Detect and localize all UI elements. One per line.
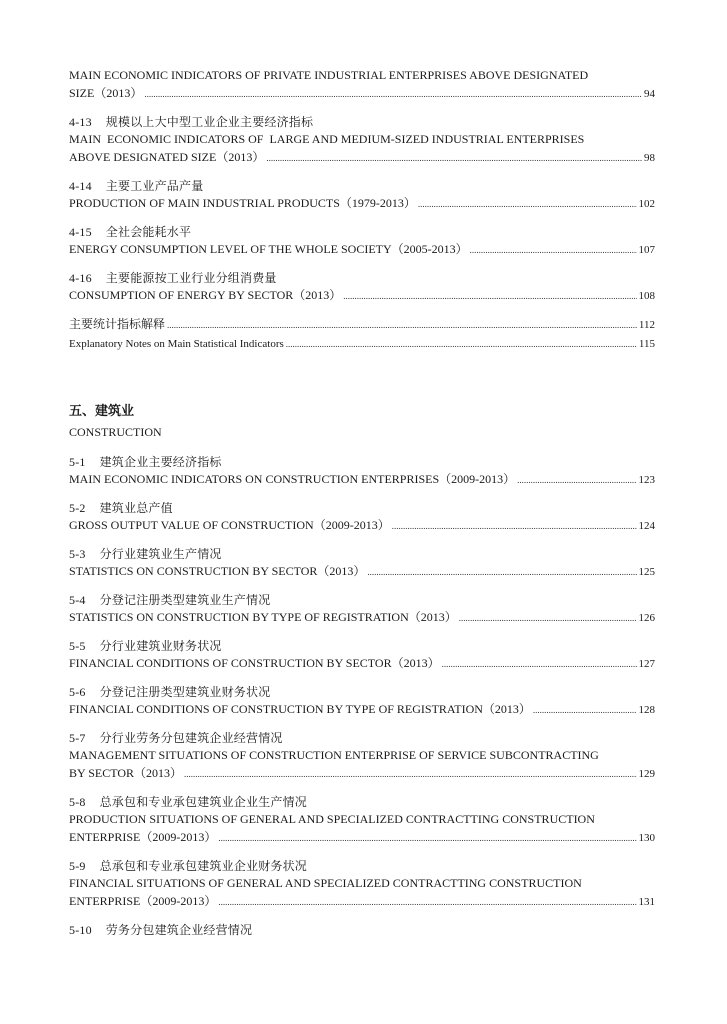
entry-english-line: MAIN ECONOMIC INDICATORS OF LARGE AND MEDIUM-SIZED INDUSTRIAL ENTERPRISES [69,132,585,146]
notes-block [69,315,655,353]
toc-entry[interactable] [69,921,655,938]
entry-heading [69,113,655,130]
entry-english-line: FINANCIAL SITUATIONS OF GENERAL AND SPECIALIZED CONTRACTTING CONSTRUCTION [69,876,582,890]
entry-heading [69,545,655,562]
entry-number: 4-16 [69,271,92,285]
entry-english-last: ENTERPRISE（2009-2013） [69,830,217,844]
entry-number: 5-9 [69,859,86,873]
toc-entry[interactable] [69,453,655,489]
entry-heading [69,683,655,700]
page-number: 108 [638,290,655,302]
entry-leader-line [69,764,655,783]
toc-entry[interactable] [69,499,655,535]
entry-chinese-title: 主要能源按工业行业分组消费量 [105,271,277,285]
entry-chinese-title: 分登记注册类型建筑业生产情况 [99,593,271,607]
page-number: 123 [638,474,655,486]
entry-chinese-title: 总承包和专业承包建筑业企业生产情况 [99,795,308,809]
entry-english-last: PRODUCTION OF MAIN INDUSTRIAL PRODUCTS（1979-2013） [69,196,416,210]
page-number: 98 [644,152,655,164]
leader-dots [167,315,637,334]
leader-dots [184,764,636,783]
section-title-en: CONSTRUCTION [69,425,162,439]
leader-dots [343,286,636,305]
entry-number: 5-10 [69,923,92,937]
page-number: 115 [638,338,655,350]
leader-dots [442,654,637,673]
entry-heading [69,499,655,516]
entry-leader-line [69,562,655,581]
toc-entry[interactable] [69,637,655,673]
entry-heading [69,793,655,810]
entry-heading [69,591,655,608]
entry-english-line: MAIN ECONOMIC INDICATORS OF PRIVATE INDUSTRIAL ENTERPRISES ABOVE DESIGNATED [69,68,589,82]
entry-chinese-title: 规模以上大中型工业企业主要经济指标 [105,115,314,129]
page-number: 129 [638,768,655,780]
entry-leader-line [69,608,655,627]
entry-number: 5-3 [69,547,86,561]
page-number: 131 [638,896,655,908]
toc-entry[interactable] [69,857,655,911]
notes-title-en: Explanatory Notes on Main Statistical Indicators [69,338,284,350]
entry-english-line: PRODUCTION SITUATIONS OF GENERAL AND SPECIALIZED CONTRACTTING CONSTRUCTION [69,812,595,826]
entry-english-last: ABOVE DESIGNATED SIZE（2013） [69,150,265,164]
leader-dots [266,148,642,167]
entry-leader-line [69,892,655,911]
page-number: 130 [638,832,655,844]
entry-heading [69,269,655,286]
page-number: 94 [644,88,655,100]
leader-dots [218,828,636,847]
toc-entry[interactable] [69,683,655,719]
page-number: 125 [638,566,655,578]
entry-leader-line [69,286,655,305]
section-title-cn: 五、建筑业 [69,403,135,418]
entry-chinese-title: 分行业建筑业财务状况 [99,639,222,653]
leader-dots [218,892,636,911]
entry-leader-line [69,84,655,103]
entry-chinese-title: 全社会能耗水平 [105,225,192,239]
entry-heading [69,453,655,470]
entry-heading [69,729,655,746]
toc-entry[interactable] [69,113,655,167]
entry-heading [69,637,655,654]
entry-chinese-title: 劳务分包建筑企业经营情况 [105,923,253,937]
entry-english-last: STATISTICS ON CONSTRUCTION BY TYPE OF REGISTRATION（2013） [69,610,457,624]
entry-number: 4-14 [69,179,92,193]
entry-chinese-title: 建筑企业主要经济指标 [99,455,222,469]
entry-chinese-title: 分行业劳务分包建筑企业经营情况 [99,731,283,745]
entry-heading [69,177,655,194]
entry-english-last: FINANCIAL CONDITIONS OF CONSTRUCTION BY TYPE OF REGISTRATION（2013） [69,702,531,716]
entry-english-last: SIZE（2013） [69,86,143,100]
page-number: 107 [638,244,655,256]
entry-heading [69,223,655,240]
entry-number: 5-6 [69,685,86,699]
entry-english-last: STATISTICS ON CONSTRUCTION BY SECTOR（2013） [69,564,366,578]
page-number: 102 [638,198,655,210]
entry-number: 5-8 [69,795,86,809]
leader-dots [470,240,637,259]
entry-leader-line [69,516,655,535]
entry-english-last: MAIN ECONOMIC INDICATORS ON CONSTRUCTION ENTERPRISES（2009-2013） [69,472,516,486]
entry-leader-line [69,240,655,259]
page-number: 126 [638,612,655,624]
toc-entry[interactable] [69,177,655,213]
entry-number: 4-15 [69,225,92,239]
toc-entry[interactable] [69,591,655,627]
entry-english-line: MANAGEMENT SITUATIONS OF CONSTRUCTION ENTERPRISE OF SERVICE SUBCONTRACTING [69,748,599,762]
toc-entry[interactable] [69,66,655,103]
leader-dots [517,470,636,489]
entry-chinese-title: 总承包和专业承包建筑业企业财务状况 [99,859,308,873]
entry-english-last: CONSUMPTION OF ENERGY BY SECTOR（2013） [69,288,342,302]
entry-heading [69,921,655,938]
leader-dots [459,608,637,627]
entry-number: 4-13 [69,115,92,129]
page-number: 127 [638,658,655,670]
entry-english-last: ENERGY CONSUMPTION LEVEL OF THE WHOLE SOCIETY（2005-2013） [69,242,468,256]
toc-entry[interactable] [69,269,655,305]
leader-dots [533,700,637,719]
entry-leader-line [69,828,655,847]
entry-number: 5-1 [69,455,86,469]
entry-english-last: FINANCIAL CONDITIONS OF CONSTRUCTION BY SECTOR（2013） [69,656,440,670]
entry-chinese-title: 建筑业总产值 [99,501,173,515]
leader-dots [418,194,637,213]
entry-leader-line [69,194,655,213]
entry-leader-line [69,654,655,673]
leader-dots [392,516,637,535]
entry-heading [69,857,655,874]
leader-dots [144,84,642,103]
entry-leader-line [69,148,655,167]
entry-number: 5-4 [69,593,86,607]
leader-dots [367,562,636,581]
page-number: 128 [638,704,655,716]
entry-chinese-title: 主要工业产品产量 [105,179,204,193]
entry-english-last: ENTERPRISE（2009-2013） [69,894,217,908]
notes-title-cn: 主要统计指标解释 [69,317,166,331]
toc-entry[interactable] [69,729,655,783]
entry-number: 5-2 [69,501,86,515]
entry-chinese-title: 分行业建筑业生产情况 [99,547,222,561]
toc-entry[interactable] [69,793,655,847]
page-number: 124 [638,520,655,532]
entry-leader-line [69,470,655,489]
section-spacer [69,363,655,401]
page-number: 112 [638,319,655,331]
entry-english-last: GROSS OUTPUT VALUE OF CONSTRUCTION（2009-2013） [69,518,390,532]
entry-number: 5-7 [69,731,86,745]
entry-leader-line [69,700,655,719]
toc-entry[interactable] [69,223,655,259]
leader-dots [286,334,637,353]
toc-entry[interactable] [69,545,655,581]
toc-page [69,66,655,948]
notes-entry-cn[interactable] [69,315,655,334]
notes-entry-en[interactable] [69,334,655,353]
entry-number: 5-5 [69,639,86,653]
entry-chinese-title: 分登记注册类型建筑业财务状况 [99,685,271,699]
entry-english-last: BY SECTOR（2013） [69,766,183,780]
